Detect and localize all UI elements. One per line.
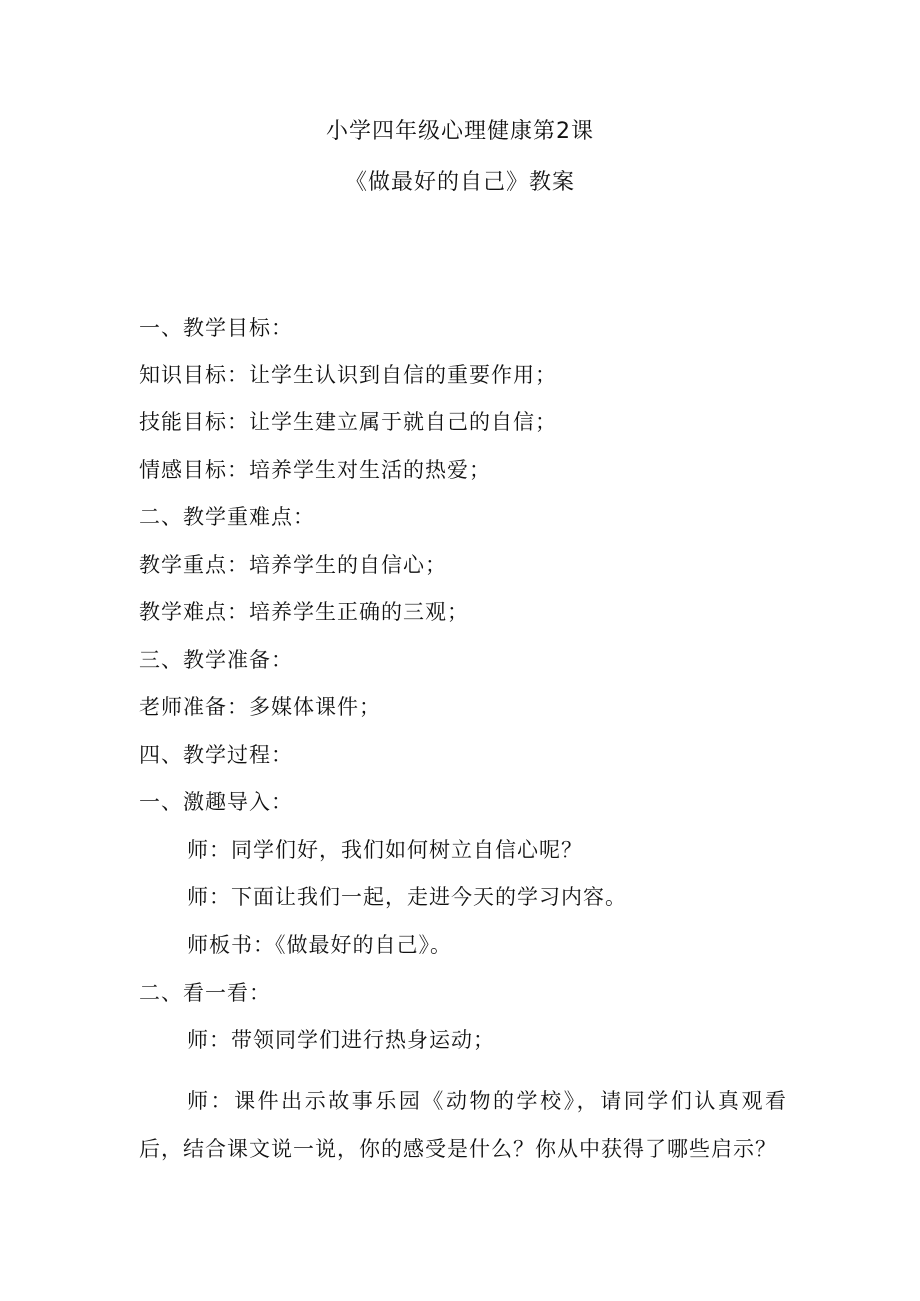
teacher-line-2: 师：下面让我们一起，走进今天的学习内容。	[187, 885, 627, 909]
difficult-point: 教学难点：培养学生正确的三观；	[139, 600, 469, 624]
section-heading-key-points: 二、教学重难点：	[139, 505, 315, 529]
document-subtitle: 《做最好的自己》教案	[344, 170, 575, 195]
story-paragraph: 师：课件出示故事乐园《动物的学校》，请同学们认真观看后，结合课文说一说，你的感受是什么？你从中获得了哪些启示？	[139, 1089, 787, 1161]
section-heading-teaching-goals: 一、教学目标：	[139, 316, 293, 340]
blackboard-writing: 师板书：《做最好的自己》。	[187, 933, 452, 957]
teacher-preparation: 老师准备：多媒体课件；	[139, 695, 381, 719]
key-point: 教学重点：培养学生的自信心；	[139, 553, 447, 577]
teacher-line-3: 师：带领同学们进行热身运动；	[187, 1028, 495, 1052]
section-heading-preparation: 三、教学准备：	[139, 648, 293, 672]
document-title: 小学四年级心理健康第2课	[326, 119, 594, 144]
subsection-heading-introduction: 一、激趣导入：	[139, 790, 293, 814]
section-heading-process: 四、教学过程：	[139, 743, 293, 767]
knowledge-goal: 知识目标：让学生认识到自信的重要作用；	[139, 363, 557, 387]
skill-goal: 技能目标：让学生建立属于就自己的自信；	[139, 410, 557, 434]
teacher-line-1: 师：同学们好，我们如何树立自信心呢？	[187, 838, 583, 862]
subsection-heading-look: 二、看一看：	[139, 981, 271, 1005]
emotion-goal: 情感目标：培养学生对生活的热爱；	[139, 458, 491, 482]
